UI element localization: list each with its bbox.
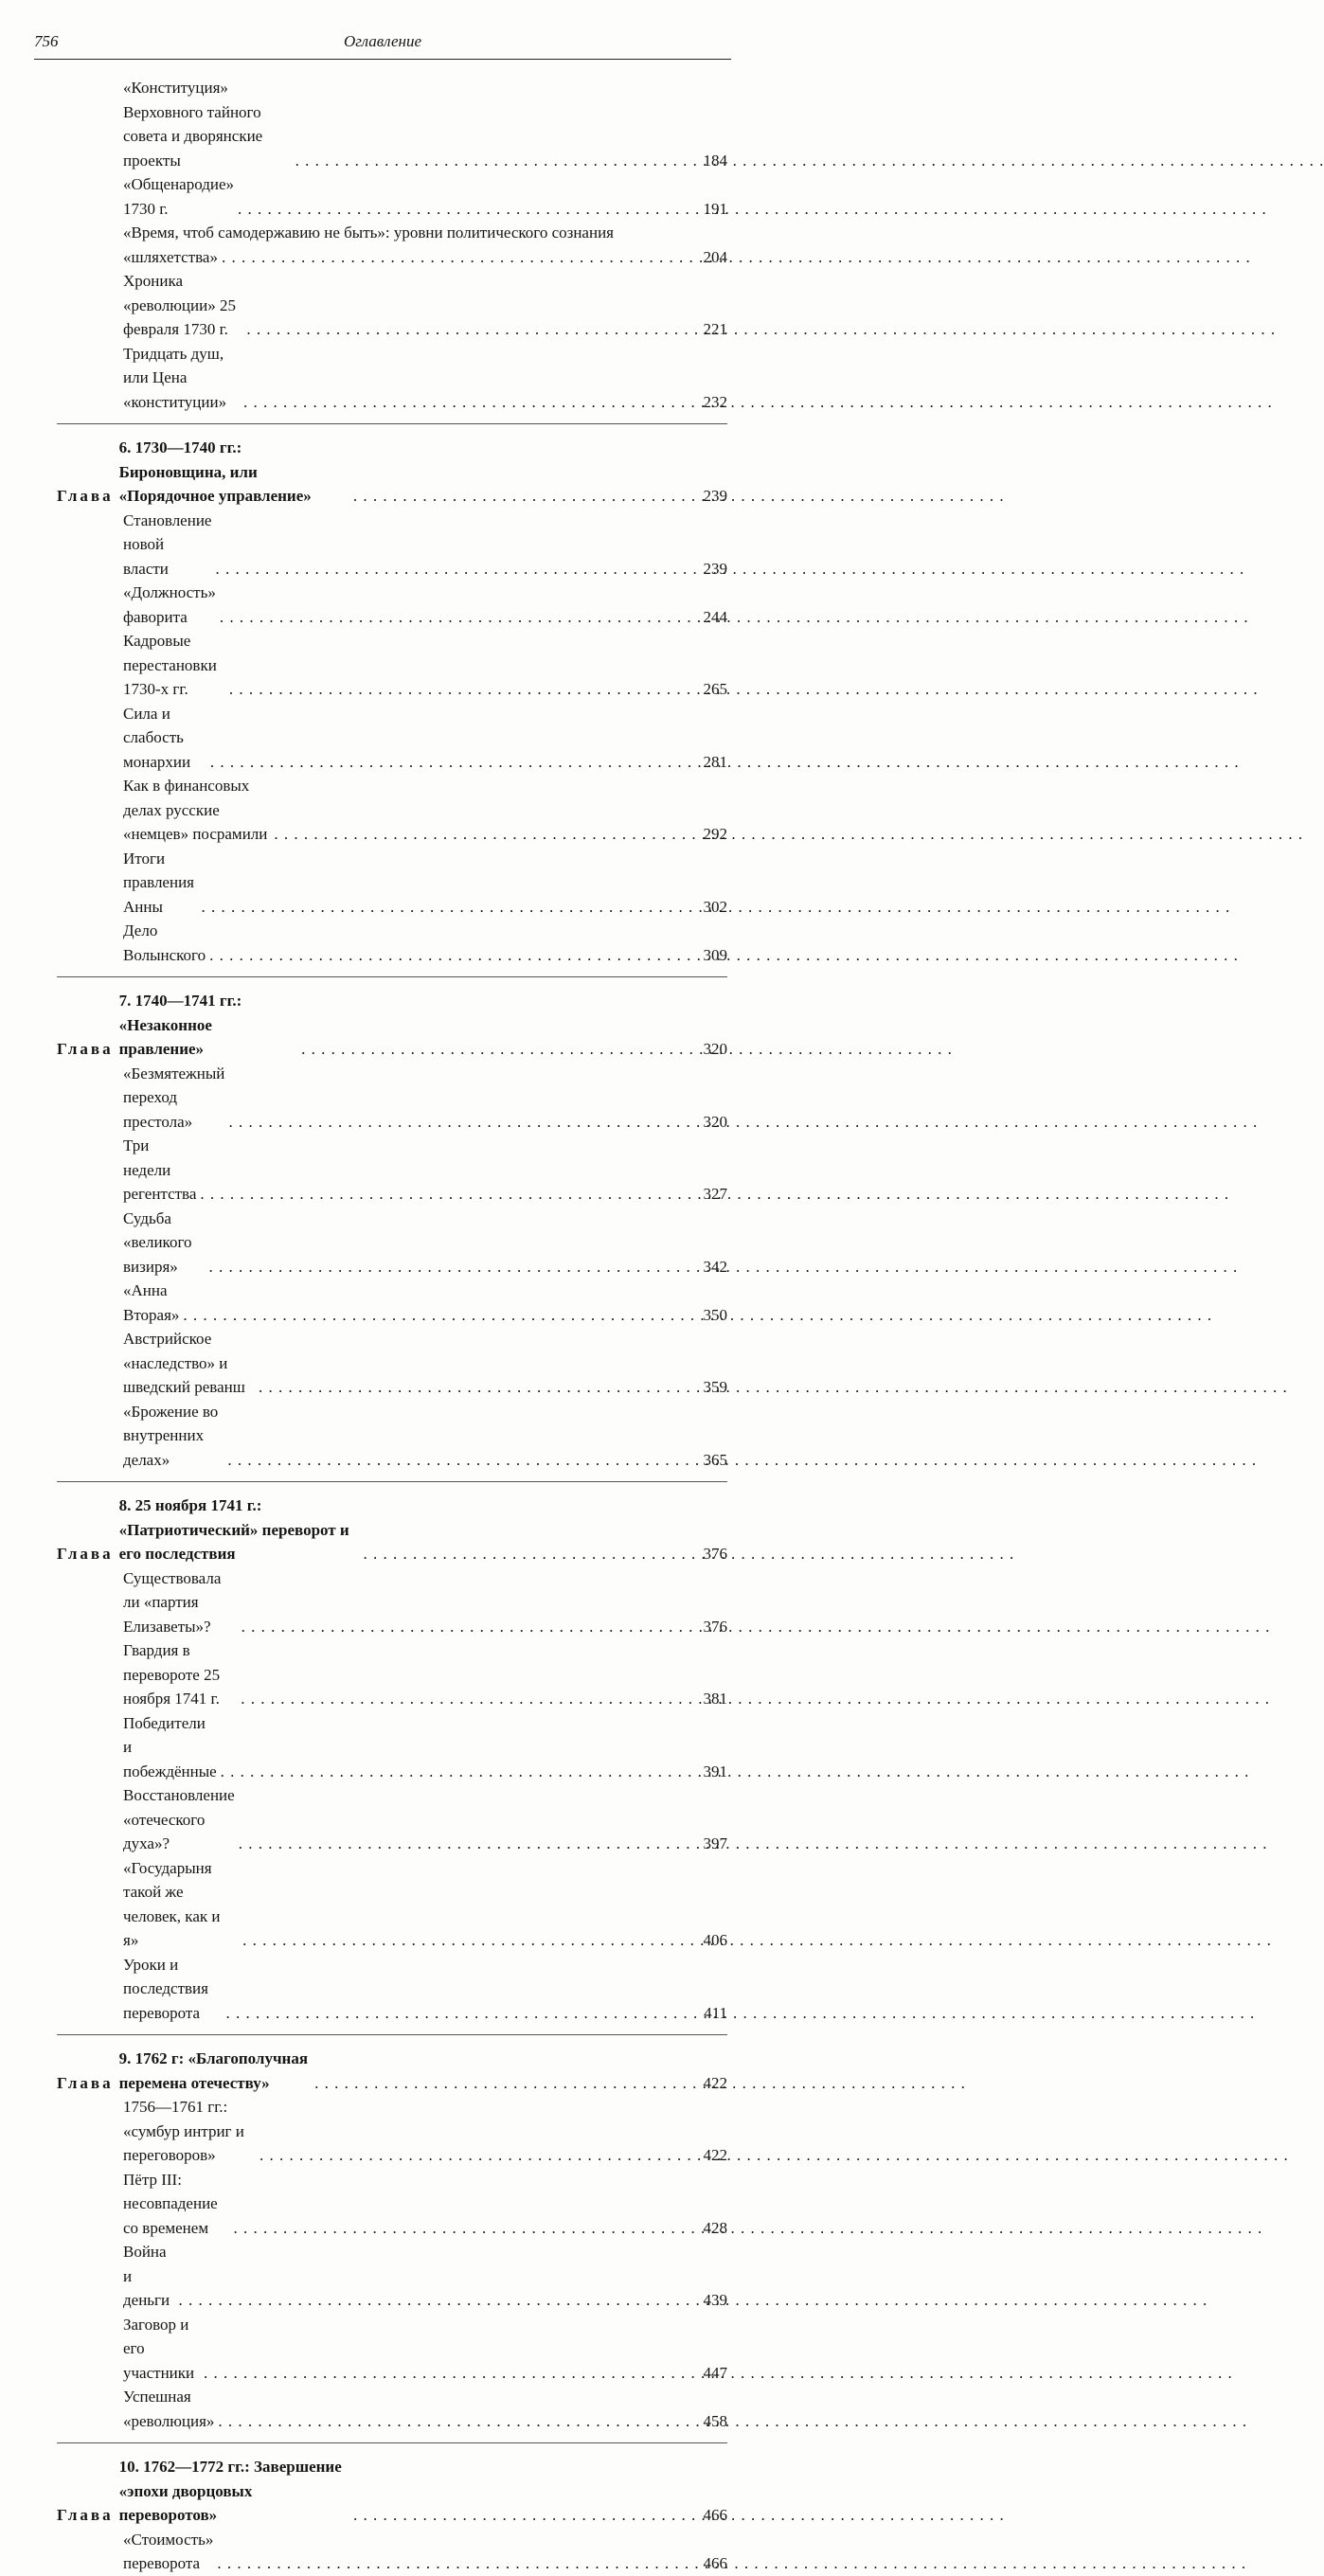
toc-entry-title: «Анна Вторая»: [123, 1281, 180, 1324]
toc-entry: [57, 2313, 727, 2386]
toc-entry: [57, 1062, 727, 1135]
dot-leader: [217, 1760, 682, 1784]
section-divider: [57, 2442, 727, 2443]
chapter-heading: [57, 2455, 727, 2528]
toc-entry: [57, 702, 727, 775]
toc-entry: [57, 919, 727, 967]
toc-entry-title: «шляхетства»: [123, 247, 218, 266]
toc-entry-page-number: 327: [703, 1185, 727, 1203]
chapter-page-number: 466: [703, 2506, 727, 2524]
toc-entry: [57, 342, 727, 415]
running-title: Оглавление: [343, 32, 422, 50]
toc-entry-page-number: 342: [703, 1257, 727, 1276]
toc-entry-page-number: 466: [703, 2554, 727, 2572]
toc-entry: [57, 581, 727, 629]
toc-entry: [57, 509, 727, 581]
dot-leader: [175, 2288, 683, 2313]
section-divider: [57, 1481, 727, 1482]
toc-entry: [57, 1400, 727, 1473]
dot-leader: [225, 677, 682, 702]
toc-entry-page-number: 232: [703, 392, 727, 411]
toc-entry: [57, 245, 727, 270]
toc-entry-title: Успешная «революция»: [123, 2388, 215, 2430]
table-of-contents: [57, 76, 727, 2576]
dot-leader: [242, 317, 682, 342]
toc-entry: [57, 2240, 727, 2313]
toc-entry: [57, 1134, 727, 1207]
toc-entry-page-number: 350: [703, 1305, 727, 1324]
toc-entry-title: Тридцать душ, или Цена «конституции»: [123, 344, 227, 411]
dot-leader: [297, 1037, 682, 1062]
toc-entry-title: 1756—1761 гг.: «сумбур интриг и переговоров»: [123, 2098, 244, 2164]
toc-entry-page-number: 376: [703, 1617, 727, 1636]
chapter-title: 9. 1762 г: «Благополучная перемена отечеству»: [118, 2049, 309, 2092]
dot-leader: [196, 1182, 682, 1207]
running-head: [34, 28, 731, 60]
toc-entry-title: Сила и слабость монархии: [123, 704, 191, 771]
dot-leader: [349, 2503, 682, 2528]
section-divider: [57, 423, 727, 424]
chapter-page-number: 239: [703, 487, 727, 505]
toc-entry-title: Гвардия в перевороте 25 ноября 1741 г.: [123, 1641, 221, 1708]
toc-entry-title: «Брожение во внутренних делах»: [123, 1402, 219, 1469]
toc-entry-page-number: 411: [704, 2003, 727, 2022]
dot-leader: [270, 822, 682, 847]
dot-leader: [237, 1687, 682, 1711]
toc-entry: [57, 76, 727, 172]
toc-entry-page-number: 422: [703, 2146, 727, 2164]
toc-entry-title: Итоги правления Анны: [123, 849, 194, 916]
dot-leader: [179, 1303, 682, 1328]
toc-entry-title-line: «Время, чтоб самодержавию не быть»: уровни политического сознания: [123, 224, 614, 242]
toc-entry-title: Существовала ли «партия Елизаветы»?: [123, 1568, 222, 1636]
toc-entry-page-number: 292: [703, 825, 727, 843]
chapter-page-number: 320: [703, 1040, 727, 1058]
dot-leader: [214, 2409, 682, 2434]
chapter-title: 6. 1730—1740 гг.: Бироновщина, или «Порядочное управление»: [118, 438, 312, 505]
dot-leader: [218, 245, 682, 270]
toc-entry: [57, 172, 727, 221]
toc-entry-page-number: 458: [703, 2411, 727, 2430]
toc-entry-page-number: 309: [703, 945, 727, 964]
chapter-label: Глава: [57, 487, 114, 505]
dot-leader: [213, 2551, 682, 2576]
chapter-heading: [57, 1494, 727, 1566]
dot-leader: [222, 2001, 682, 2026]
toc-entry-page-number: 221: [703, 320, 727, 338]
dot-leader: [311, 2071, 682, 2096]
toc-entry-page-number: 302: [703, 897, 727, 916]
toc-entry-title: «Общенародие» 1730 г.: [123, 175, 235, 218]
toc-entry-title: «Безмятежный переход престола»: [123, 1064, 225, 1131]
toc-entry-page-number: 439: [703, 2291, 727, 2309]
chapter-label: Глава: [57, 1545, 114, 1563]
chapter-title: 10. 1762—1772 гг.: Завершение «эпохи дворцовых переворотов»: [118, 2458, 342, 2524]
chapter-label: Глава: [57, 2506, 114, 2524]
toc-entry: [57, 629, 727, 702]
toc-entry-title: Австрийское «наследство» и шведский реванш: [123, 1330, 245, 1396]
toc-entry-page-number: 359: [703, 1378, 727, 1396]
toc-entry-title: Война и деньги: [123, 2243, 170, 2309]
toc-entry: [57, 2095, 727, 2168]
toc-entry-title: Дело Волынского: [123, 921, 206, 964]
toc-entry-title: Победители и побеждённые: [123, 1713, 217, 1780]
chapter-heading: [57, 2047, 727, 2095]
dot-leader: [239, 1928, 682, 1953]
toc-entry-title: Пётр III: несовпадение со временем: [123, 2170, 218, 2237]
toc-entry-title: Три недели регентства: [123, 1136, 197, 1203]
toc-entry: [57, 1566, 727, 1639]
page-number: 756: [34, 32, 59, 50]
dot-leader: [349, 484, 682, 509]
toc-entry: [57, 1953, 727, 2026]
dot-leader: [206, 1255, 683, 1279]
toc-entry: [57, 269, 727, 342]
toc-entry: [57, 1207, 727, 1279]
section-divider: [57, 976, 727, 977]
dot-leader: [240, 390, 682, 415]
toc-entry-title: Восстановление «отеческого духа»?: [123, 1786, 235, 1852]
toc-entry: [57, 774, 727, 847]
toc-entry: [57, 2385, 727, 2433]
dot-leader: [256, 2143, 682, 2168]
chapter-label: Глава: [57, 1040, 114, 1058]
toc-entry-page-number: 244: [703, 607, 727, 626]
dot-leader: [229, 2216, 682, 2241]
dot-leader: [198, 895, 683, 920]
toc-entry-title: Заговор и его участники: [123, 2315, 195, 2382]
toc-entry-page-number: 204: [703, 247, 727, 266]
toc-entry-page-number: 239: [703, 559, 727, 578]
toc-entry-page-number: 447: [703, 2363, 727, 2382]
dot-leader: [360, 1542, 682, 1566]
toc-entry-page-number: 281: [703, 752, 727, 771]
chapter-page-number: 376: [703, 1545, 727, 1563]
dot-leader: [234, 197, 682, 222]
toc-entry-title: Хроника «революции» 25 февраля 1730 г.: [123, 272, 236, 338]
dot-leader: [206, 943, 682, 968]
toc-entry: [57, 1711, 727, 1784]
toc-entry-page-number: 397: [703, 1834, 727, 1852]
toc-entry-title: Кадровые перестановки 1730-х гг.: [123, 632, 217, 698]
dot-leader: [292, 149, 682, 173]
toc-entry-title: Как в финансовых делах русские «немцев» посрамили: [123, 777, 268, 843]
toc-entry: [57, 1783, 727, 1856]
toc-entry-page-number: 365: [703, 1450, 727, 1469]
toc-entry-page-number: 381: [703, 1690, 727, 1708]
toc-entry-title: Судьба «великого визиря»: [123, 1208, 192, 1276]
toc-entry-page-number: 184: [703, 151, 727, 170]
dot-leader: [216, 605, 682, 630]
section-divider: [57, 2034, 727, 2035]
chapter-title: 7. 1740—1741 гг.: «Незаконное правление»: [118, 992, 242, 1058]
toc-entry-title: «Конституция» Верховного тайного совета и дворянские проекты: [123, 79, 263, 170]
chapter-label: Глава: [57, 2073, 114, 2092]
toc-entry-page-number: 320: [703, 1112, 727, 1131]
toc-entry: [57, 1856, 727, 1953]
toc-entry-page-number: 191: [703, 199, 727, 218]
chapter-heading: [57, 989, 727, 1062]
toc-entry-title: «Должность» фаворита: [123, 583, 216, 626]
toc-entry: [57, 2528, 727, 2576]
toc-entry-page-number: 406: [703, 1931, 727, 1949]
toc-entry-title: «Государыня такой же человек, как и я»: [123, 1858, 221, 1949]
toc-entry-title: «Стоимость» переворота: [123, 2530, 214, 2572]
dot-leader: [224, 1448, 682, 1473]
toc-entry: [57, 1327, 727, 1400]
chapter-page-number: 422: [703, 2073, 727, 2092]
chapter-title: 8. 25 ноября 1741 г.: «Патриотический» переворот и его последствия: [118, 1496, 349, 1563]
dot-leader: [255, 1375, 682, 1400]
dot-leader: [200, 2361, 682, 2386]
toc-entry: [57, 2168, 727, 2241]
dot-leader: [224, 1110, 682, 1135]
toc-entry: [57, 847, 727, 920]
toc-entry-page-number: 391: [703, 1762, 727, 1780]
dot-leader: [211, 557, 682, 581]
toc-entry-page-number: 265: [703, 680, 727, 698]
chapter-heading: [57, 436, 727, 509]
toc-entry-page-number: 428: [703, 2218, 727, 2237]
dot-leader: [235, 1832, 682, 1856]
dot-leader: [206, 750, 682, 775]
toc-entry-title: Уроки и последствия переворота: [123, 1955, 208, 2022]
dot-leader: [238, 1615, 682, 1639]
toc-entry: [57, 1279, 727, 1327]
toc-entry: [57, 1638, 727, 1711]
toc-entry-title: Становление новой власти: [123, 510, 212, 578]
